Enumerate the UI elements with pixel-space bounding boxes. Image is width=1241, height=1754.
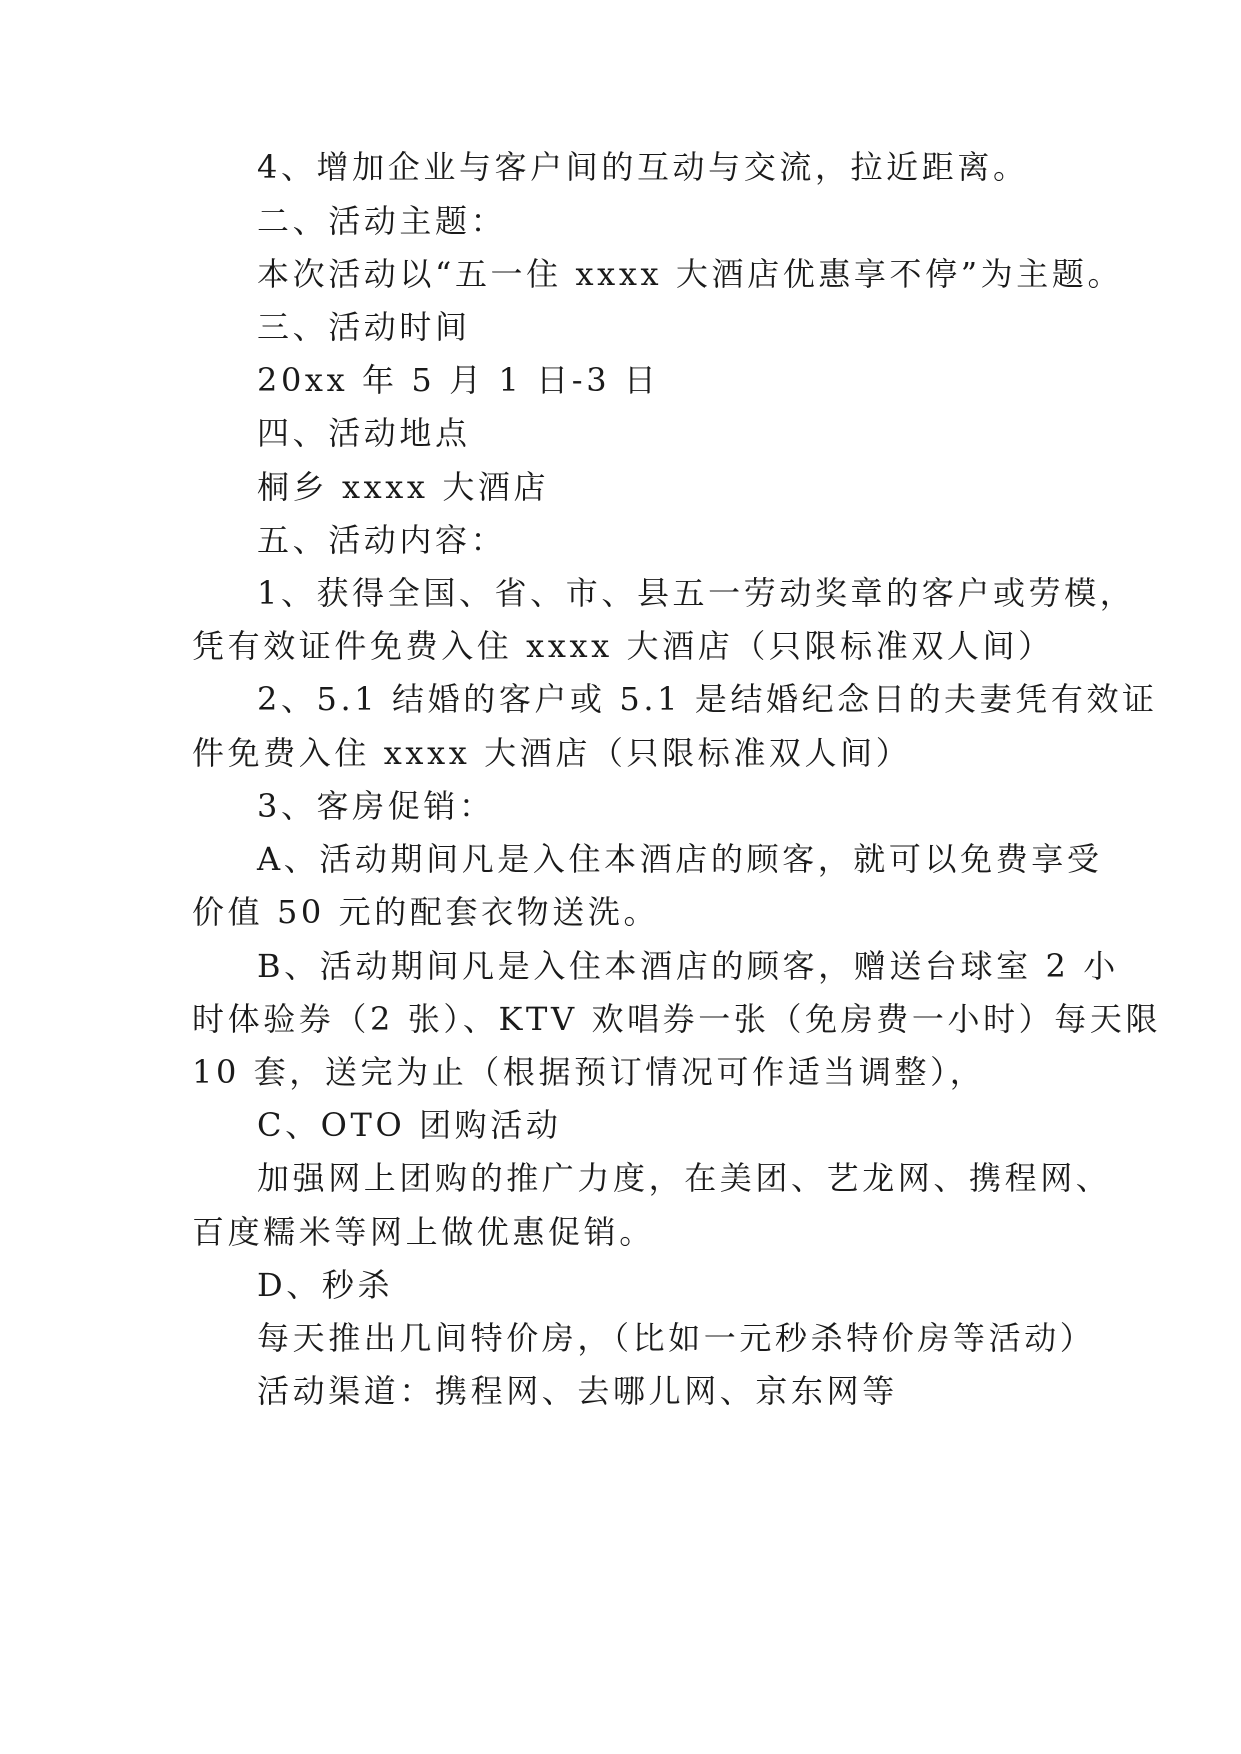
paragraph-item-1-line-2: 凭有效证件免费入住 xxxx 大酒店（只限标准双人间） (192, 627, 1054, 665)
heading-oto-group-buy: C、OTO 团购活动 (257, 1106, 562, 1144)
heading-activity-theme: 二、活动主题： (257, 202, 507, 240)
paragraph-item-2-line-2: 件免费入住 xxxx 大酒店（只限标准双人间） (192, 734, 912, 772)
paragraph-location: 桐乡 xxxx 大酒店 (257, 468, 550, 506)
paragraph-oto-line-1: 加强网上团购的推广力度，在美团、艺龙网、携程网、 (257, 1159, 1112, 1197)
heading-activity-time: 三、活动时间 (257, 308, 471, 346)
paragraph-promo-b-line-1: B、活动期间凡是入住本酒店的顾客，赠送台球室 2 小 (257, 947, 1119, 985)
paragraph-oto-line-2: 百度糯米等网上做优惠促销。 (192, 1213, 655, 1251)
heading-activity-content: 五、活动内容： (257, 521, 507, 559)
heading-activity-location: 四、活动地点 (257, 414, 471, 452)
paragraph-promo-b-line-3: 10 套，送完为止（根据预订情况可作适当调整）， (192, 1053, 986, 1091)
paragraph-item-2-line-1: 2、5.1 结婚的客户或 5.1 是结婚纪念日的夫妻凭有效证 (257, 680, 1158, 718)
paragraph-goal-4: 4、增加企业与客户间的互动与交流，拉近距离。 (257, 148, 1029, 186)
heading-room-promotion: 3、客房促销： (257, 787, 495, 825)
paragraph-channels: 活动渠道：携程网、去哪儿网、京东网等 (257, 1372, 898, 1410)
paragraph-theme: 本次活动以“五一住 xxxx 大酒店优惠享不停”为主题。 (257, 255, 1124, 293)
paragraph-promo-a-line-1: A、活动期间凡是入住本酒店的顾客，就可以免费享受 (257, 840, 1103, 878)
paragraph-time: 20xx 年 5 月 1 日-3 日 (257, 361, 660, 399)
paragraph-item-1-line-1: 1、获得全国、省、市、县五一劳动奖章的客户或劳模， (257, 574, 1136, 612)
paragraph-promo-b-line-2: 时体验券（2 张）、KTV 欢唱券一张（免房费一小时）每天限 (192, 1000, 1162, 1038)
paragraph-flash-sale: 每天推出几间特价房，（比如一元秒杀特价房等活动） (257, 1319, 1096, 1357)
paragraph-promo-a-line-2: 价值 50 元的配套衣物送洗。 (192, 893, 660, 931)
heading-flash-sale: D、秒杀 (257, 1266, 394, 1304)
